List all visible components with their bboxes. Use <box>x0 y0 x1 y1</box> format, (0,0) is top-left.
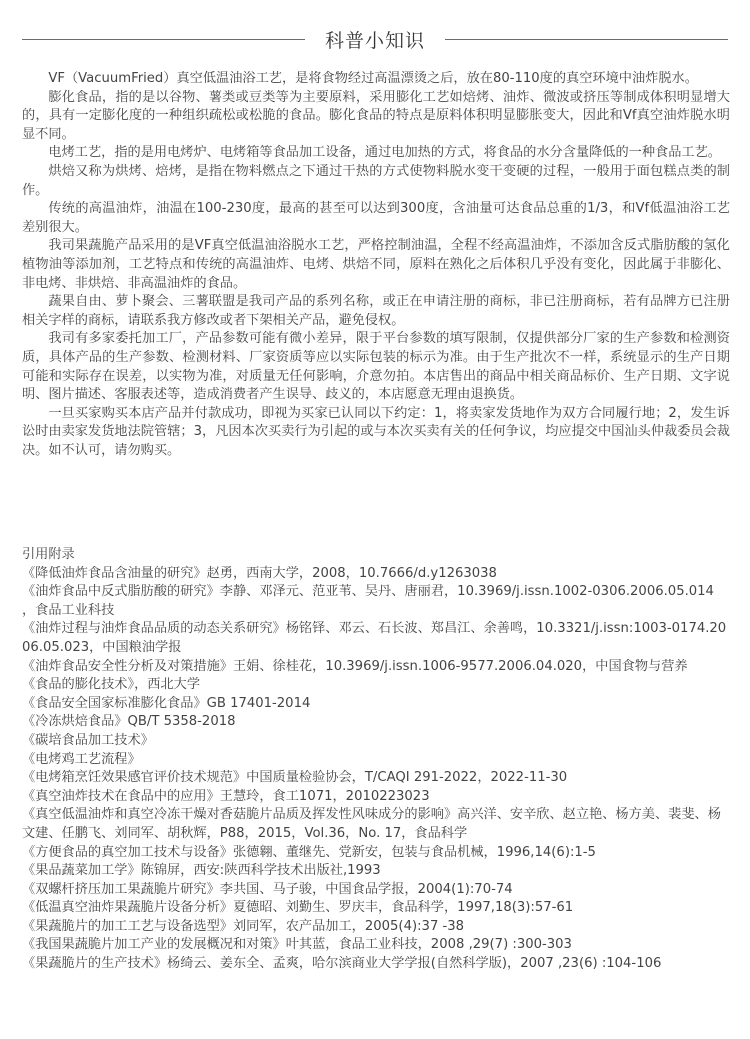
reference-item: 《果蔬脆片的生产技术》杨绮云、姜东全、孟爽，哈尔滨商业大学学报(自然科学版)，2007 ,23(6) :104-106 <box>22 956 662 972</box>
paragraph-purchase-terms: 一旦买家购买本店产品并付款成功，即视为买家已认同以下约定：1，将卖家发货地作为双方合同履行地；2，发生诉讼时由卖家发货地法院管辖；3，凡因本次买卖行为引起的或与本次买卖有关的任何争议，均应提交中国汕头仲裁委员会裁决。如不认可，请勿购买。 <box>22 405 730 458</box>
paragraph-baking: 烘焙又称为烘烤、焙烤，是指在物料燃点之下通过干热的方式使物料脱水变干变硬的过程，一般用于面包糕点类的制作。 <box>22 163 730 198</box>
reference-item: 《油炸食品中反式脂肪酸的研究》李静、邓泽元、范亚苇、吴丹、唐丽君，10.3969/j.issn.1002-0306.2006.05.014 <box>22 584 714 600</box>
paragraph-our-process: 我司果蔬脆产品采用的是VF真空低温油浴脱水工艺，严格控制油温，全程不经高温油炸，不添加含反式脂肪酸的氢化植物油等添加剂，工艺特点和传统的高温油炸、电烤、烘焙不同，原料在熟化之后体积几乎没有变化，因此属于非膨化、非电烤、非烘焙、非高温油炸的食品。 <box>22 238 730 291</box>
reference-item: 《食品安全国家标准膨化食品》GB 17401-2014 <box>22 695 311 711</box>
page-title: 科普小知识 <box>325 29 426 52</box>
paragraph-vf-process: VF（VacuumFried）真空低温油浴工艺，是将食物经过高温漂烫之后，放在80-110度的真空环境中油炸脱水。 <box>48 71 698 86</box>
reference-item: 《双螺杆挤压加工果蔬脆片研究》李共国、马子骏，中国食品学报，2004(1):70-74 <box>22 881 513 897</box>
reference-item: 《降低油炸食品含油量的研究》赵勇，西南大学，2008，10.7666/d.y1263038 <box>22 565 497 581</box>
paragraph-deep-frying: 传统的高温油炸，油温在100-230度，最高的甚至可以达到300度，含油量可达食品总重的1/3，和Vf低温油浴工艺差别很大。 <box>22 201 730 235</box>
paragraph-factory-notice: 我司有多家委托加工厂，产品参数可能有微小差异，限于平台参数的填写限制，仅提供部分厂家的生产参数和检测资质，具体产品的生产参数、检测材料、厂家资质等应以实际包装的标示为准。由于生产批次不一样，系统显示的生产日期可能和实际存在误差，以实物为准，对质量无任何影响，介意勿拍。本店售出的商品中相关商品标价、生产日期、文字说明、图片描述、客服表述等，造成消费者产生误导、歧义的，本店愿意无理由退换货。 <box>22 331 730 403</box>
reference-item: 《油炸食品安全性分析及对策措施》王娟、徐桂花，10.3969/j.issn.1006-9577.2006.04.020，中国食物与营养 <box>22 658 688 674</box>
reference-item: 《低温真空油炸果蔬脆片设备分析》夏德昭、刘勤生、罗庆丰，食品科学，1997,18(3):57-61 <box>22 900 574 916</box>
references-section <box>22 546 730 974</box>
reference-item: 《真空低温油炸和真空冷冻干燥对香菇脆片品质及挥发性风味成分的影响》高兴洋、安辛欣、赵立艳、杨方美、裴斐、杨文建、任鹏飞、刘同军、胡秋辉，P88，2015，Vol.36，No. 17，食品科学 <box>22 807 721 841</box>
reference-item: 《电烤鸡工艺流程》 <box>22 751 141 767</box>
header-rule-left <box>22 39 305 40</box>
header-rule-right <box>445 39 728 40</box>
reference-item: 《方便食品的真空加工技术与设备》张德翱、董继先、党新安，包装与食品机械，1996,14(6):1-5 <box>22 844 596 860</box>
reference-item: 《冷冻烘焙食品》QB/T 5358-2018 <box>22 714 236 730</box>
reference-item: 《果品蔬菜加工学》陈锦屏，西安:陕西科学技术出版社,1993 <box>22 863 381 879</box>
paragraph-puffed-food: 膨化食品，指的是以谷物、薯类或豆类等为主要原料，采用膨化工艺如焙烤、油炸、微波或挤压等制成体积明显增大的，具有一定膨化度的一种组织疏松或松脆的食品。膨化食品的特点是原料体积明显膨胀变大，因此和Vf真空油炸脱水明显不同。 <box>22 89 730 142</box>
paragraph-electric-baking: 电烤工艺，指的是用电烤炉、电烤箱等食品加工设备，通过电加热的方式，将食品的水分含量降低的一种食品工艺。 <box>48 145 721 161</box>
reference-item: 《果蔬脆片的加工工艺与设备选型》刘同军，农产品加工，2005(4):37 -38 <box>22 918 465 934</box>
reference-item: 《碳培食品加工技术》 <box>22 732 154 748</box>
reference-item: 《油炸过程与油炸食品品质的动态关系研究》杨铭铎、邓云、石长波、郑昌江、余善鸣，10.3321/j.issn:1003-0174.2006.05.023，中国粮油学报 <box>22 621 727 655</box>
reference-item: 《食品的膨化技术》，西北大学 <box>22 677 201 693</box>
reference-item: 《电烤箱烹饪效果感官评价技术规范》中国质量检验协会，T/CAQI 291-2022，2022-11-30 <box>22 770 568 786</box>
article-body <box>22 70 730 460</box>
paragraph-trademark: 蔬果自由、萝卜聚会、三薯联盟是我司产品的系列名称，或正在申请注册的商标，非已注册商标，若有品牌方已注册相关字样的商标，请联系我方修改或者下架相关产品，避免侵权。 <box>22 294 730 328</box>
references-heading: 引用附录 <box>22 547 75 562</box>
section-header <box>22 26 728 52</box>
reference-item: 《我国果蔬脆片加工产业的发展概况和对策》叶其蓝，食品工业科技，2008 ,29(7) :300-303 <box>22 937 572 953</box>
reference-item: ，食品工业科技 <box>22 602 115 618</box>
reference-item: 《真空油炸技术在食品中的应用》王慧玲，食工1071，2010223023 <box>22 788 430 804</box>
